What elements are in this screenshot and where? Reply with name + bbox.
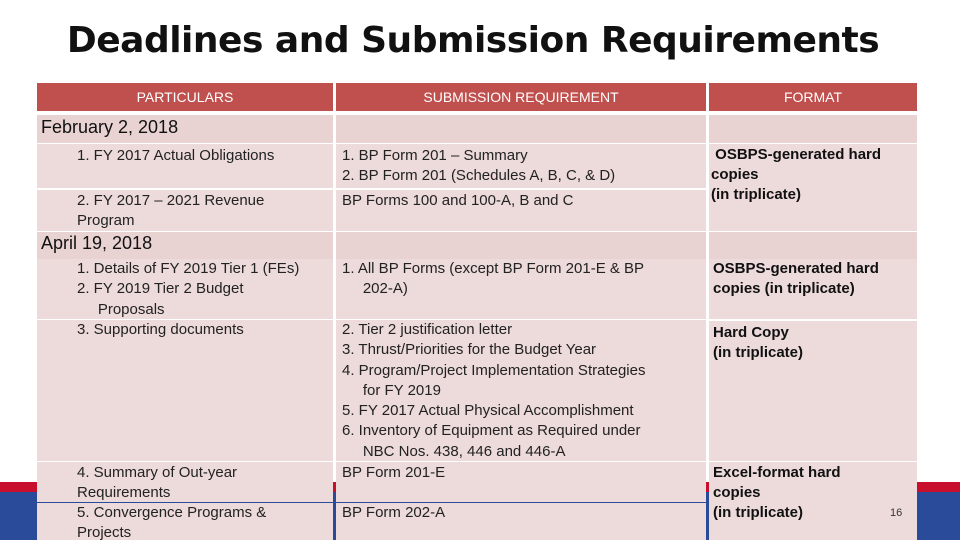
particulars-text: 5. Convergence Programs & Projects (77, 504, 267, 542)
table-row-apr-3-submission (336, 462, 706, 502)
table-row-feb-1-particulars (37, 144, 333, 188)
section-label-feb: February 2, 2018 (41, 117, 179, 137)
table-row-apr-3-format (709, 462, 917, 540)
table-row-feb-1-submission (336, 144, 706, 188)
table-row-apr-3-particulars (37, 462, 333, 502)
format-text: OSBPS-generated hard copies (in triplicate) (713, 260, 879, 297)
format-text: Hard Copy (in triplicate) (713, 324, 804, 361)
table-row-apr-2-submission (336, 320, 706, 461)
section-row-feb-format (709, 115, 917, 143)
particulars-text: 4. Summary of Out-year Requirements (77, 464, 238, 502)
particulars-text: 1. FY 2017 Actual Obligations (77, 147, 275, 164)
header-format: FORMAT (709, 83, 917, 111)
section-row-feb-submission (336, 115, 706, 143)
table-row-apr-1-submission (336, 259, 706, 319)
page-number: 16 (890, 507, 903, 519)
table-row-apr-4-submission (336, 503, 706, 540)
particulars-text: 3. Supporting documents (77, 321, 244, 338)
table-row-apr-1-particulars (37, 259, 333, 319)
section-row-feb-particulars (37, 115, 333, 143)
particulars-text: 2. FY 2017 – 2021 Revenue Program (77, 192, 265, 230)
section-label-apr: April 19, 2018 (41, 233, 153, 253)
submission-text: BP Form 201-E (342, 464, 446, 481)
slide-title: Deadlines and Submission Requirements (66, 20, 880, 61)
submission-text: 1. BP Form 201 – Summary 2. BP Form 201 (Schedules A, B, C, & D) (342, 147, 616, 185)
table-row-apr-4-particulars (37, 503, 333, 540)
submission-text: BP Form 202-A (342, 504, 446, 521)
table-row-apr-1-format (709, 259, 917, 319)
table-row-feb-2-submission (336, 190, 706, 231)
particulars-text: 1. Details of FY 2019 Tier 1 (FEs) 2. FY 2019 Tier 2 Budget Proposals (77, 260, 300, 318)
table-row-apr-2-format (709, 321, 917, 461)
header-submission-requirement: SUBMISSION REQUIREMENT (336, 83, 706, 111)
section-row-apr-submission (336, 232, 706, 259)
submission-text: BP Forms 100 and 100-A, B and C (342, 192, 574, 209)
format-text: Excel-format hard copies (in triplicate) (713, 464, 841, 521)
section-row-apr-particulars (37, 232, 333, 259)
submission-text: 1. All BP Forms (except BP Form 201-E & BP 202-A) (342, 260, 645, 298)
submission-text: 2. Tier 2 justification letter 3. Thrust/Priorities for the Budget Year 4. Program/Project Implementation Strategies for FY 2019 5. FY 2017 Actual Physical Accomplishment 6. Inventory of Equipment as Required under NBC Nos. 438, 446 and 446-A (342, 321, 646, 460)
section-row-apr-format (709, 232, 917, 259)
format-text: OSBPS-generated hard copies (in triplicate) (711, 146, 882, 203)
table-row-feb-2-particulars (37, 190, 333, 231)
header-particulars: PARTICULARS (37, 83, 333, 111)
table-row-feb-format (709, 144, 917, 231)
table-row-apr-2-particulars (37, 320, 333, 461)
